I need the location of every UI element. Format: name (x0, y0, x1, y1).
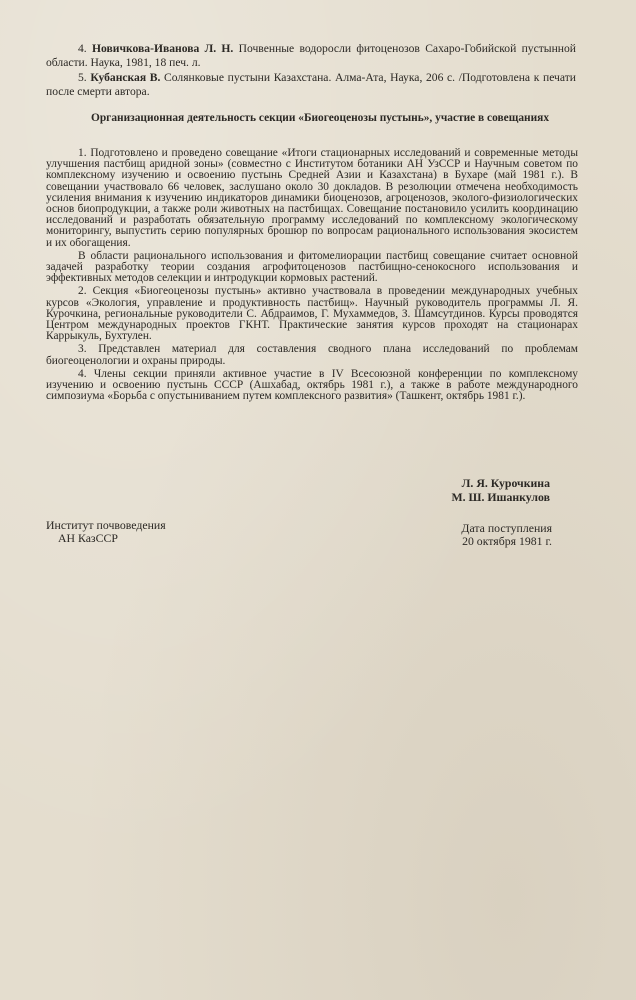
reference-number: 5. (78, 71, 87, 85)
body-paragraph: 1. Подготовлено и проведено совещание «Итоги стационарных исследований и современные методы улучшения пастбищ аридной зоны» (совместно с Институтом ботаники АН УзССР и Научным советом по комплексному изучению и освоению пустынь Средней Азии и Казахстана) в Бухаре (май 1981 г.). В совещании участвовало 66 человек, заслушано около 30 докладов. В резолюции отмечена необходимость усиления внимания к изучению индикаторов динамики биоценозов, агроценозов, эколого-физиологических основ биопродукции, а также роли животных на пастбищах. Совещание постановило усилить координацию исследований и разработать обязательную программу исследований по комплексному экологическому мониторингу, выпустить серию популярных брошюр по вопросам рационального использования экосистем и их обогащения. (46, 147, 578, 249)
reference-text: Солянковые пустыни Казахстана. Алма-Ата, Наука, 206 с. /Подготовлена к печати после смерти автора. (46, 71, 577, 98)
received-date: 20 октября 1981 г. (462, 534, 552, 548)
institute-block (46, 519, 166, 545)
body-paragraph: 4. Члены секции приняли активное участие в IV Всесоюзной конференции по комплексному изучению и освоению пустынь СССР (Ашхабад, октябрь 1981 г.), а также в работе международного симпозиума «Борьба с опустыниванием путем комплексного развития» (Ташкент, октябрь 1981 г.). (46, 367, 578, 403)
section-heading: Организационная деятельность секции «Биогеоценозы пустынь», участие в совещаниях (90, 112, 550, 124)
institute-academy: АН КазССР (58, 531, 118, 545)
reference-number: 4. (78, 42, 87, 55)
reference-text: Почвенные водоросли фитоценозов Сахаро-Гобийской пустынной области. Наука, 1981, 18 печ. л. (46, 42, 576, 69)
received-date-block (461, 522, 552, 548)
reference-author: Новичкова-Иванова Л. Н. (92, 42, 234, 55)
institute-name: Институт почвоведения (46, 518, 166, 532)
signers-block (451, 476, 550, 504)
section-body (46, 148, 578, 404)
reference-author: Кубанская В. (90, 71, 161, 85)
reference-list (46, 42, 576, 100)
reference-item (46, 71, 576, 98)
body-paragraph: В области рационального использования и фитомелиорации пастбищ совещание считает основной задачей разработку теории создания агрофитоценозов пастбищно-сенокосного использования и эффективных методов селекции и интродукции кормовых растений. (46, 249, 578, 285)
reference-item (46, 42, 576, 69)
received-label: Дата поступления (461, 521, 552, 535)
signer-name: Л. Я. Курочкина (461, 476, 550, 490)
body-paragraph: 2. Секция «Биогеоценозы пустынь» активно участвовала в проведении международных учебных курсов «Экология, управление и продуктивность пастбищ». Научный руководитель программы Л. Я. Курочкина, региональные руководители С. Абдраимов, Г. Мухаммедов, З. Шамсутдинов. Курсы проводятся Центром международных проектов ГКНТ. Практические занятия курсов проходят на стационарах Каррыкуль, Бухтулен. (46, 285, 578, 343)
signer-name: М. Ш. Ишанкулов (451, 490, 550, 504)
body-paragraph: 3. Представлен материал для составления сводного плана исследований по проблемам биогеоценологии и охраны природы. (46, 343, 578, 367)
